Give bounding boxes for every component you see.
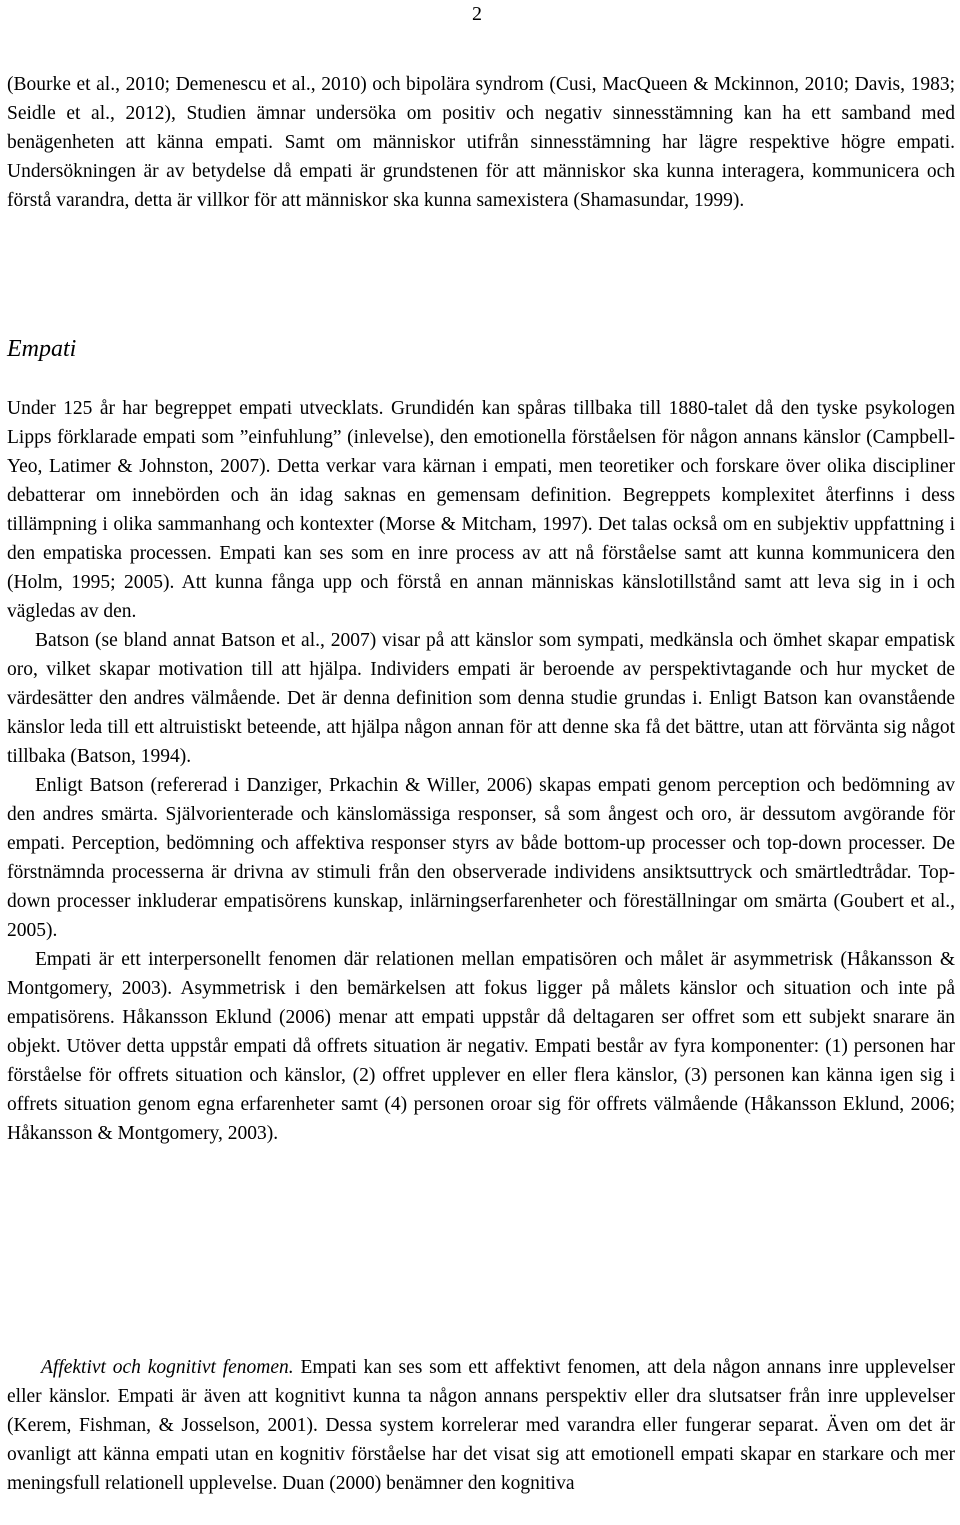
intro-paragraph: [7, 70, 955, 215]
affektivt-section: [7, 1353, 955, 1498]
intro-text: (Bourke et al., 2010; Demenescu et al., 2010) och bipolära syndrom (Cusi, MacQueen & Mckinnon, 2010; Davis, 1983; Seidle et al., 2012), Studien ämnar undersöka om positiv och negativ sinnesstämning kan ha ett samband med benägenheten att känna empati. Samt om människor utifrån sinnesstämning har lägre respektive högre empati. Undersökningen är av betydelse då empati är grundstenen för att människor ska kunna interagera, kommunicera och förstå varandra, detta är villkor för att människor ska kunna samexistera (Shamasundar, 1999).: [7, 74, 955, 211]
section-heading-empati: Empati: [7, 336, 77, 362]
empati-paragraph-4: Empati är ett interpersonellt fenomen där relationen mellan empatisören och målet är asymmetrisk (Håkansson & Montgomery, 2003). Asymmetrisk i den bemärkelsen att fokus ligger på målets känslor och situation och inte på empatisörens. Håkansson Eklund (2006) menar att empati uppstår då deltagaren ser offret som ett subjekt snarare än objekt. Utöver detta uppstår empati då offrets situation är negativ. Empati består av fyra komponenter: (1) personen har förståelse för offrets situation och känslor, (2) offret upplever en eller flera känslor, (3) personen kan känna igen sig i offrets situation genom egna erfarenheter samt (4) personen oroar sig för offrets välmående (Håkansson Eklund, 2006; Håkansson & Montgomery, 2003).: [7, 949, 955, 1144]
affektivt-subheading: Affektivt och kognitivt fenomen.: [41, 1357, 294, 1378]
page-number: 2: [472, 3, 482, 25]
empati-paragraph-2: Batson (se bland annat Batson et al., 2007) visar på att känslor som sympati, medkänsla och ömhet skapar empatisk oro, vilket skapar motivation till att hjälpa. Individers empati är beroende av perspektivtagande och hur mycket de värdesätter den andres välmående. Det är denna definition som denna studie grundas i. Enligt Batson kan ovanstående känslor leda till ett altruistiskt beteende, att hjälpa någon annan för att denne ska få det bättre, utan att förvänta sig något tillbaka (Batson, 1994).: [7, 630, 955, 767]
affektivt-text: Empati kan ses som ett affektivt fenomen, att dela någon annans inre upplevelser eller känslor. Empati är även att kognitivt kunna ta någon annans perspektiv eller dra slutsatser från inre upplevelser (Kerem, Fishman, & Josselson, 2001). Dessa system korrelerar med varandra eller fungerar separat. Även om det är ovanligt att känna empati utan en kognitiv förståelse har det visat sig att emotionell empati skapar en starkare och mer meningsfull relationell upplevelse. Duan (2000) benämner den kognitiva: [7, 1357, 955, 1494]
empati-paragraph-1: Under 125 år har begreppet empati utvecklats. Grundidén kan spåras tillbaka till 1880-talet då den tyske psykologen Lipps förklarade empati som ”einfuhlung” (inlevelse), den emotionella förståelsen för någon annans känslor (Campbell-Yeo, Latimer & Johnston, 2007). Detta verkar vara kärnan i empati, men teoretiker och forskare över olika discipliner debatterar om innebörden och än idag saknas en gemensam definition. Begreppets komplexitet återfinns i dess tillämpning i olika sammanhang och kontexter (Morse & Mitcham, 1997). Det talas också om en subjektiv uppfattning i den empatiska processen. Empati kan ses som en inre process av att nå förståelse samt att kunna kommunicera den (Holm, 1995; 2005). Att kunna fånga upp och förstå en annan människas känslotillstånd samt att leva sig in i och vägledas av den.: [7, 398, 955, 622]
affektivt-paragraph: [7, 1353, 955, 1498]
empati-paragraph-3: Enligt Batson (refererad i Danziger, Prkachin & Willer, 2006) skapas empati genom perception och bedömning av den andres smärta. Självorienterade och känslomässiga responser, så som ångest och oro, är dessutom avgörande för empati. Perception, bedömning och affektiva responser styrs av både bottom-up processer och top-down processer. De förstnämnda processerna är drivna av stimuli från den observerade individens ansiktsuttryck och smärtledtrådar. Top-down processer inkluderar empatisörens kunskap, inlärningserfarenheter och föreställningar om smärta (Goubert et al., 2005).: [7, 775, 955, 941]
empati-section: [7, 394, 955, 1148]
